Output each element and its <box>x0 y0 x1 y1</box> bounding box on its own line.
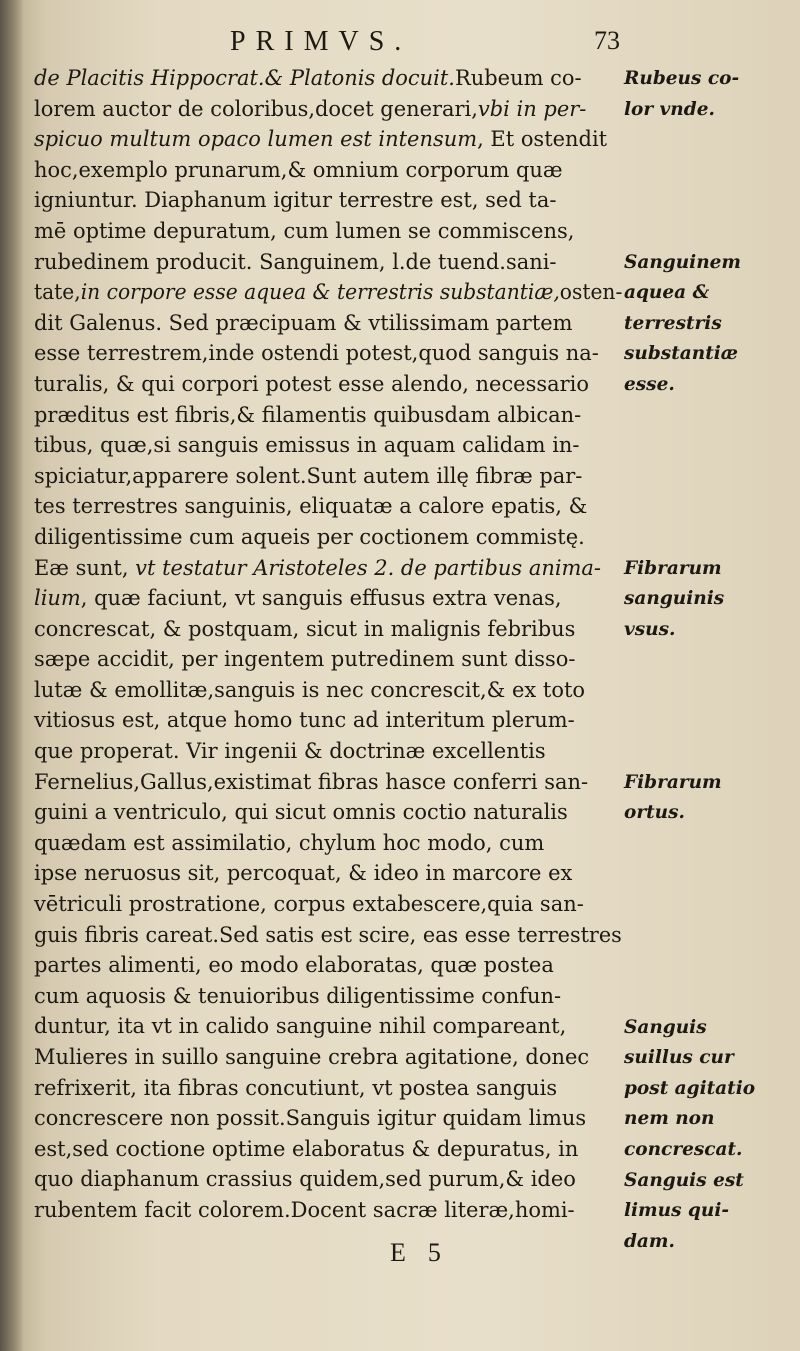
text-segment: lorem auctor de coloribus,docet generari, <box>34 96 478 122</box>
text-segment: tibus, quæ,si sanguis emissus in aquam calidam in- <box>34 433 580 459</box>
marginal-note-line: substantiæ <box>624 343 739 365</box>
text-line <box>34 339 622 370</box>
text-line <box>34 1074 622 1105</box>
text-line <box>34 217 622 248</box>
text-line <box>34 706 622 737</box>
text-segment: sæpe accidit, per ingentem putredinem sunt disso- <box>34 647 576 673</box>
text-segment: igniuntur. Diaphanum igitur terrestre est, sed ta- <box>34 188 557 214</box>
marginal-note-line: Fibrarum <box>624 771 722 793</box>
text-segment: ipse neruosus sit, percoquat, & ideo in marcore ex <box>34 861 573 887</box>
marginal-note-line: suillus cur <box>624 1047 734 1069</box>
marginal-note-line: post agitatio <box>624 1077 756 1099</box>
page-number: 73 <box>594 26 620 55</box>
marginal-note-line: concrescat. <box>624 1139 743 1160</box>
text-line <box>34 921 622 952</box>
text-segment: turalis, & qui corpori potest esse alendo, necessario <box>34 371 589 397</box>
marginal-note-line: aquea & <box>624 282 710 304</box>
marginal-note-line: sanguinis <box>624 588 725 610</box>
text-segment: Fernelius,Gallus,existimat fibras hasce conferri san- <box>34 769 589 795</box>
text-segment: quædam est assimilatio, chylum hoc modo, cum <box>34 830 545 856</box>
marginal-note-line: Rubeus co- <box>624 68 740 89</box>
text-segment: vt testatur Aristoteles 2. de partibus anima- <box>135 555 601 581</box>
text-segment: duntur, ita vt in calido sanguine nihil compareant, <box>34 1014 567 1040</box>
marginal-note-line: limus qui- <box>624 1200 730 1222</box>
text-segment: cum aquosis & tenuioribus diligentissime confun- <box>34 983 562 1009</box>
text-segment: dit Galenus. Sed præcipuam & vtilissimam partem <box>34 310 573 336</box>
body-text <box>34 64 634 1227</box>
text-line <box>34 645 622 676</box>
text-line <box>34 492 622 523</box>
text-line <box>34 462 622 493</box>
marginal-note-line: vsus. <box>624 618 676 640</box>
text-line <box>34 982 622 1013</box>
text-line <box>34 676 622 707</box>
text-segment: quo diaphanum crassius quidem,sed purum,& ideo <box>34 1167 576 1193</box>
marginal-note-line: dam. <box>624 1230 675 1252</box>
text-segment: vitiosus est, atque homo tunc ad interitum plerum- <box>34 708 575 734</box>
text-segment: est,sed coctione optime elaboratus & depuratus, in <box>34 1136 579 1162</box>
marginal-note-line: nem non <box>624 1108 715 1130</box>
text-segment: guini a ventriculo, qui sicut omnis coctio naturalis <box>34 800 568 826</box>
text-line <box>34 584 622 615</box>
text-line <box>34 125 622 156</box>
text-segment: mē optime depuratum, cum lumen se commiscens, <box>34 218 575 244</box>
page-footer <box>390 1238 490 1268</box>
text-segment: tes terrestres sanguinis, eliquatæ a calore epatis, & <box>34 494 588 520</box>
text-segment: rubedinem producit. Sanguinem, l.de tuend.sani- <box>34 249 557 275</box>
text-line <box>34 156 622 187</box>
text-segment: lutæ & emollitæ,sanguis is nec concrescit,& ex toto <box>34 677 586 703</box>
text-line <box>34 1135 622 1166</box>
text-line <box>34 1043 622 1074</box>
text-segment: Mulieres in suillo sanguine crebra agitatione, donec <box>34 1045 590 1070</box>
text-line <box>34 829 622 860</box>
signature-mark: E <box>390 1238 406 1267</box>
text-segment: tate, <box>34 280 81 306</box>
text-segment: , Et ostendit <box>477 127 608 153</box>
text-line <box>34 890 622 921</box>
text-segment: concrescat, & postquam, sicut in malignis febribus <box>34 616 576 642</box>
text-line <box>34 1196 622 1227</box>
marginal-note-line: terrestris <box>624 312 722 334</box>
text-segment: de Placitis Hippocrat.& Platonis docuit. <box>34 66 455 91</box>
text-line <box>34 186 622 217</box>
text-segment: rubentem facit colorem.Docent sacræ literæ,homi- <box>34 1197 575 1223</box>
text-segment: refrixerit, ita fibras concutiunt, vt postea sanguis <box>34 1075 558 1101</box>
text-segment: hoc,exemplo prunarum,& omnium corporum quæ <box>34 157 563 183</box>
text-line <box>34 1012 622 1043</box>
text-segment: partes alimenti, eo modo elaboratas, quæ postea <box>34 953 554 979</box>
text-segment: in corpore esse aquea & terrestris substantiæ, <box>80 280 560 306</box>
marginal-note-line: Fibrarum <box>624 557 722 579</box>
text-line <box>34 737 622 768</box>
text-line <box>34 554 622 585</box>
text-line <box>34 309 622 340</box>
text-line <box>34 798 622 829</box>
marginal-note-line: esse. <box>624 374 675 395</box>
text-segment: vbi in per- <box>477 96 587 122</box>
text-line <box>34 64 622 95</box>
running-title: PRIMVS. <box>230 26 412 57</box>
text-line <box>34 278 623 309</box>
text-segment: osten- <box>559 280 623 306</box>
text-line <box>34 431 622 462</box>
marginal-note-line: Sanguinem <box>624 251 742 273</box>
text-line <box>34 615 622 646</box>
text-line <box>34 1104 622 1135</box>
text-line <box>34 248 622 279</box>
text-line <box>34 951 622 982</box>
text-segment: Eæ sunt, <box>34 555 136 581</box>
text-line <box>34 768 622 799</box>
text-segment: lium <box>34 586 81 612</box>
marginal-note-line: Sanguis est <box>624 1169 744 1191</box>
text-segment: præditus est fibris,& filamentis quibusdam albican- <box>34 402 582 428</box>
binding-gutter <box>0 0 24 1351</box>
text-segment: spiciatur,apparere solent.Sunt autem illę fibræ par- <box>34 463 583 489</box>
text-segment: diligentissime cum aqueis per coctionem commistę. <box>34 524 585 550</box>
signature-number: 5 <box>427 1238 441 1267</box>
text-segment: que properat. Vir ingenii & doctrinæ excellentis <box>34 739 546 765</box>
marginal-note-line: lor vnde. <box>624 98 715 120</box>
text-segment: spicuo multum opaco lumen est intensum <box>34 127 478 153</box>
text-segment: guis fibris careat.Sed satis est scire, eas esse terrestres <box>34 922 622 948</box>
text-segment: esse terrestrem,inde ostendi potest,quod sanguis na- <box>34 341 599 367</box>
text-segment: Rubeum co- <box>454 66 582 91</box>
text-line <box>34 523 622 554</box>
marginal-note-line: ortus. <box>624 802 685 824</box>
text-line <box>34 370 622 401</box>
text-segment: , quæ faciunt, vt sanguis effusus extra venas, <box>80 586 562 612</box>
text-line <box>34 401 622 432</box>
text-line <box>34 859 622 890</box>
running-header <box>230 26 620 66</box>
marginal-note-line: Sanguis <box>624 1016 707 1038</box>
text-segment: vētriculi prostratione, corpus extabescere,quia san- <box>34 892 584 918</box>
text-line <box>34 1165 622 1196</box>
text-segment: concrescere non possit.Sanguis igitur quidam limus <box>34 1106 587 1132</box>
text-line <box>34 95 622 126</box>
marginal-notes <box>624 64 792 1274</box>
